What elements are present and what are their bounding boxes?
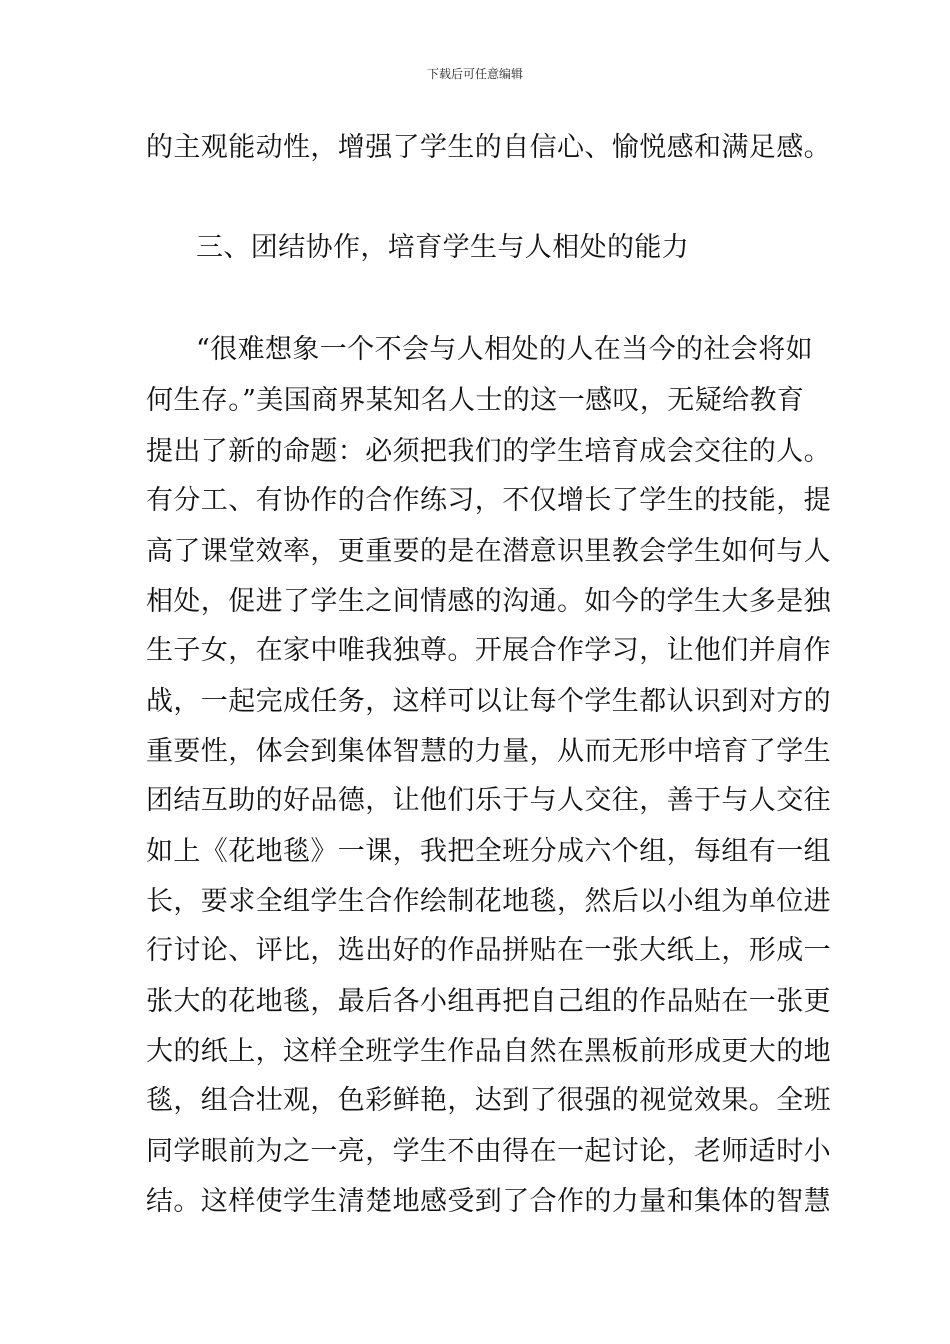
paragraph-line: 张大的花地毯，最后各小组再把自己组的作品贴在一张更 [146,986,831,1017]
paragraph-line: 大的纸上，这样全班学生作品自然在黑板前形成更大的地 [146,1036,831,1067]
paragraph-line: 有分工、有协作的合作练习，不仅增长了学生的技能，提 [146,485,831,516]
paragraph-line: 的主观能动性，增强了学生的自信心、愉悦感和满足感。 [146,132,831,163]
paragraph-line: 结。这样使学生清楚地感受到了合作的力量和集体的智慧 [146,1186,831,1217]
paragraph-line: “很难想象一个不会与人相处的人在当今的社会将如 [196,334,814,365]
paragraph-line: 长，要求全组学生合作绘制花地毯，然后以小组为单位进 [146,886,831,917]
paragraph-line: 何生存。”美国商界某知名人士的这一感叹，无疑给教育 [146,385,805,416]
paragraph-line: 相处，促进了学生之间情感的沟通。如今的学生大多是独 [146,586,831,617]
section-heading: 三、团结协作，培育学生与人相处的能力 [196,232,690,263]
paragraph-line: 团结互助的好品德，让他们乐于与人交往，善于与人交往 [146,785,831,816]
paragraph-line: 重要性，体会到集体智慧的力量，从而无形中培育了学生 [146,736,831,767]
paragraph-line: 提出了新的命题：必须把我们的学生培育成会交往的人。 [146,436,831,467]
paragraph-line: 如上《花地毯》一课，我把全班分成六个组，每组有一组 [146,836,831,867]
paragraph-line: 毯，组合壮观，色彩鲜艳，达到了很强的视觉效果。全班 [146,1085,831,1116]
paragraph-line: 战，一起完成任务，这样可以让每个学生都认识到对方的 [146,686,831,717]
page-header: 下载后可任意编辑 [426,67,523,81]
paragraph-line: 高了课堂效率，更重要的是在潜意识里教会学生如何与人 [146,536,831,567]
paragraph-line: 生子女，在家中唯我独尊。开展合作学习，让他们并肩作 [146,635,831,666]
paragraph-line: 同学眼前为之一亮，学生不由得在一起讨论，老师适时小 [146,1136,831,1167]
paragraph-line: 行讨论、评比，选出好的作品拼贴在一张大纸上，形成一 [146,935,831,966]
